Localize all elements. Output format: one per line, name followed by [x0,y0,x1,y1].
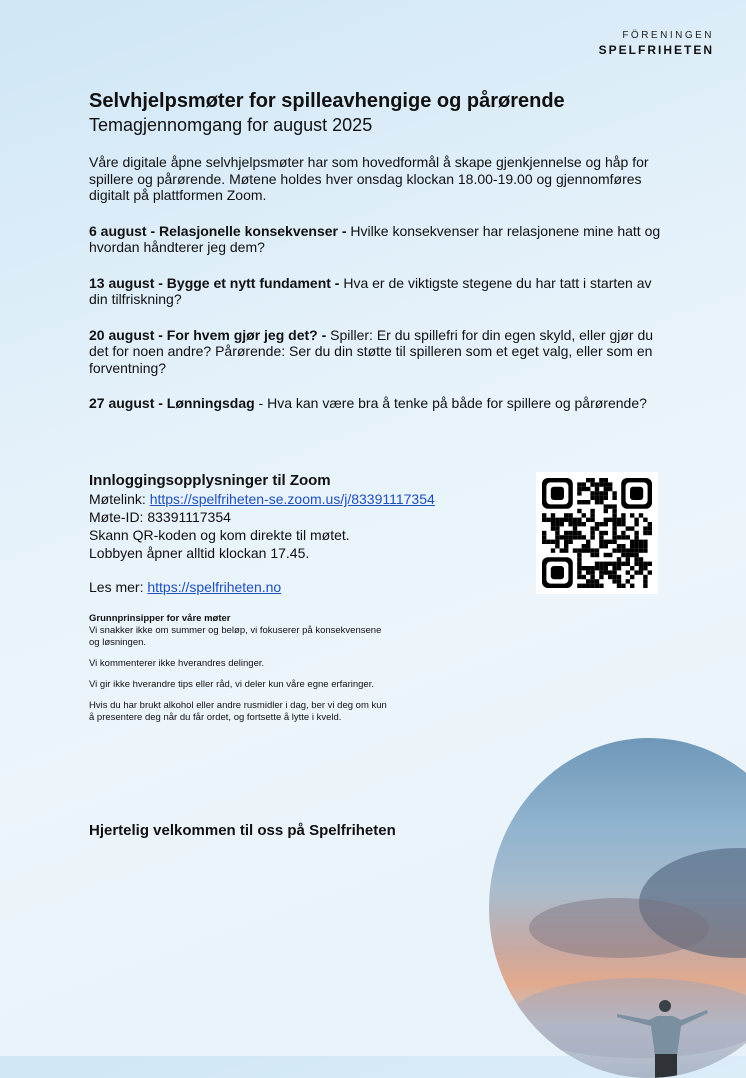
cloud-shape [529,898,709,958]
session-heading: 6 august - Relasjonelle konsekvenser - [89,222,347,239]
session-heading: 27 august - Lønningsdag [89,395,255,411]
principles-section [89,613,389,724]
meeting-id: Møte-ID: 83391117354 [89,509,231,525]
page-subtitle: Temagjennomgang for august 2025 [89,115,373,135]
principle-item: Vi kommenterer ikke hverandres delinger. [89,658,265,669]
session-heading: 13 august - Bygge et nytt fundament - [89,274,340,291]
session-body: Hva er de viktigste stegene du har tatt i starten av din tilfriskning? [89,274,652,307]
qr-code [536,472,658,594]
zoom-heading: Innloggingsopplysninger til Zoom [89,472,331,489]
zoom-info [89,472,435,596]
session-item [89,223,669,256]
principle-item: Vi gir ikke hverandre tips eller råd, vi deler kun våre egne erfaringer. [89,679,374,690]
logo-bottom-text: SPELFRIHETEN [598,43,714,57]
website-link[interactable]: https://spelfriheten.no [147,579,282,595]
session-body: - Hva kan være bra å tenke på både for spillere og pårørende? [254,395,647,411]
zoom-link-line [89,490,435,508]
principle-item: Vi snakker ikke om summer og beløp, vi fokuserer på konsekvensene og løsningen. [89,625,382,648]
person-silhouette [609,996,709,1078]
logo-top-text: FÖRENINGEN [622,30,714,41]
zoom-meeting-link[interactable]: https://spelfriheten-se.zoom.us/j/83391117354 [149,491,435,507]
logo [599,30,714,57]
principles-heading: Grunnprinsipper for våre møter [89,613,231,624]
qr-code-image [536,472,658,594]
session-item [89,395,669,412]
scan-instruction: Skann QR-koden og kom direkte til møtet. [89,527,350,543]
lobby-info: Lobbyen åpner alltid klockan 17.45. [89,545,310,561]
welcome-text: Hjertelig velkommen til oss på Spelfriheten [89,822,396,839]
session-body: Hvilke konsekvenser har relasjonene mine hatt og hvordan håndterer jeg dem? [89,222,661,255]
session-heading: 20 august - For hvem gjør jeg det? - [89,326,327,343]
intro-text: Våre digitale åpne selvhjelpsmøter har som hovedformål å skape gjenkjennelse og håp for spillere og pårørende. Møtene holdes hver onsdag klockan 18.00-19.00 og gjennomføres digitalt på plattformen Zoom. [89,154,649,203]
read-more-line [89,578,435,596]
principle-item: Hvis du har brukt alkohol eller andre rusmidler i dag, ber vi deg om kun å presentere deg når du får ordet, og fortsette å lytte i kveld. [89,700,387,723]
session-body: Spiller: Er du spillefri for din egen skyld, eller gjør du det for noen andre? Pårørende: Ser du din støtte til spilleren som et eget valg, eller som en forventning? [89,326,654,376]
page-title: Selvhjelpsmøter for spilleavhengige og pårørende [89,90,565,112]
main-content [89,90,669,412]
session-item [89,275,669,308]
session-item [89,327,669,377]
sky-photo [489,738,746,1078]
zoom-link-label: Møtelink: [89,491,150,507]
read-more-label: Les mer: [89,579,148,595]
